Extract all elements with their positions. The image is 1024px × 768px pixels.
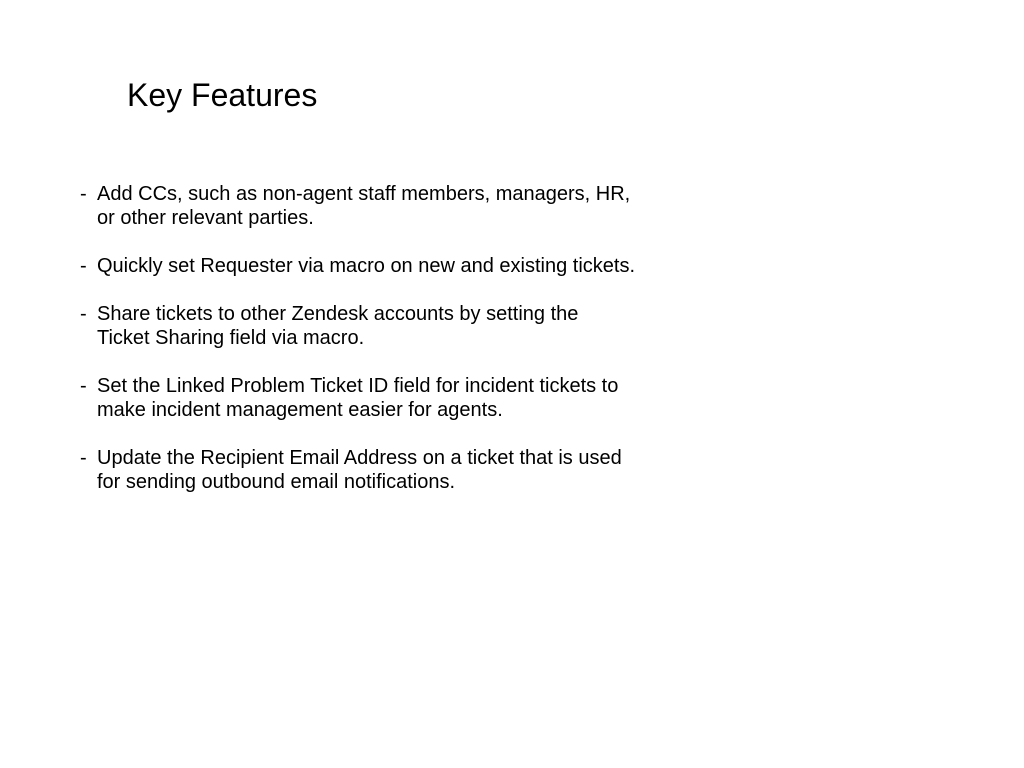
bullet-dash-marker: -	[80, 255, 87, 277]
bullet-dash-marker: -	[80, 303, 87, 325]
bullet-text	[97, 254, 635, 278]
bullet-line: make incident management easier for agents.	[97, 399, 503, 421]
bullet-text	[97, 374, 618, 422]
bullet-text	[97, 446, 622, 494]
list-item	[80, 374, 680, 422]
list-item	[80, 302, 680, 350]
bullet-dash-marker: -	[80, 447, 87, 469]
list-item	[80, 182, 680, 230]
bullet-line: Quickly set Requester via macro on new and existing tickets.	[97, 255, 636, 277]
list-item	[80, 254, 680, 278]
bullet-dash-marker: -	[80, 375, 87, 397]
bullet-text	[97, 182, 630, 230]
bullet-text	[97, 302, 578, 350]
list-item	[80, 446, 680, 494]
bullet-line: for sending outbound email notifications.	[97, 471, 456, 493]
feature-bullet-list	[80, 182, 680, 518]
bullet-dash-marker: -	[80, 183, 87, 205]
bullet-line: Update the Recipient Email Address on a ticket that is used	[97, 447, 622, 469]
bullet-line: or other relevant parties.	[97, 207, 314, 229]
bullet-line: Add CCs, such as non-agent staff members, managers, HR,	[97, 183, 631, 205]
page-title: Key Features	[127, 77, 318, 113]
bullet-line: Set the Linked Problem Ticket ID field for incident tickets to	[97, 375, 619, 397]
bullet-line: Share tickets to other Zendesk accounts by setting the	[97, 303, 579, 325]
bullet-line: Ticket Sharing field via macro.	[97, 327, 365, 349]
